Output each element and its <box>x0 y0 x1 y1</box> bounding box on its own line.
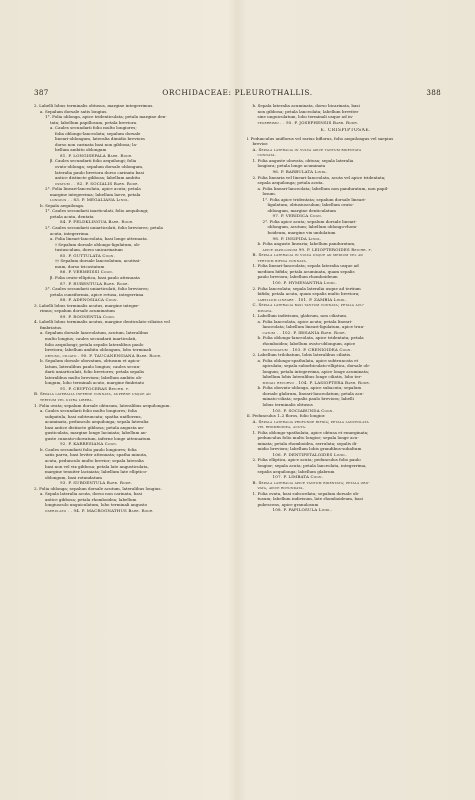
key-line: 2. Folia oblonga; sepalum dorsale acutum, lateralibus longius. <box>34 485 162 491</box>
key-line: a. Folia lineari-lanceolata; labellum non panduratum, non papil- <box>257 185 389 191</box>
key-line: pedunculus folio multo longior; sepala longe acu- <box>257 435 359 441</box>
key-line: breviora; labellum ambitu oblongum, lobo terminali <box>45 347 152 353</box>
key-line: 2°. Caules secundarii uniarticulati, folio breviores; petala <box>45 225 163 231</box>
key-line: 1°. Folia apice tridentata; sepalum dorsale lineari- <box>262 196 366 202</box>
key-line: basi non vel vix gibbosa; petala late angusticulata, <box>45 463 149 469</box>
key-line: 3. Labelli lobus terminalis acutus, margine integer- <box>34 302 140 308</box>
key-line: tertium bifida connata. <box>257 257 308 263</box>
key-line: connata. <box>257 152 276 158</box>
spacer <box>247 125 446 127</box>
key-line: satis parva, basi leviter attenuata; spatha minuta, <box>45 452 148 458</box>
key-line: longiusculo unguiculatum, lobo terminali angusto <box>45 502 148 508</box>
key-line: 1°. Caules secundarii inarticulati, folio aequilongi; <box>45 208 149 214</box>
key-line: mum, dorso tricostatum <box>55 263 105 269</box>
key-line: b. Sepalum dorsale obovatum, obtusum et apicu- <box>40 358 141 364</box>
key-line: II. Pedunculus 1–2 floros, folio longior. <box>246 413 326 419</box>
key-line: longior; sepala acuta; petala lanceolata, integerrima, <box>257 463 367 468</box>
key-line: catum . . 102. P. IBISANIA Barb. Rodr. <box>262 329 347 335</box>
key-line: a. Caules secundarii folio multo longiores; <box>50 125 137 131</box>
key-line: sine unguiculatum, lobo terminali usque ad in- <box>257 114 354 120</box>
key-line: b. Sepala aequilonga. <box>40 202 85 208</box>
key-line: losum. <box>262 191 277 197</box>
key-line: acuta, pedunculo multo brevior; sepala lateralia <box>45 458 144 463</box>
key-line: 92. P. KARRESIANA Cogn. <box>60 441 118 447</box>
key-line: a. Sepalum dorsale lanceolatum, acutum, lateralibus <box>40 330 149 336</box>
key-line: 1. Folia lineari-lanceolata; sepala lateralia usque ad <box>252 263 359 269</box>
key-line: minato-ciliata; sepalis paulo breviora; labelli <box>262 396 354 402</box>
key-line: 108. P. PAPILOSULA Lindl. <box>272 507 332 513</box>
key-line: 106. P. DENTIPETALOIDES Lindl. <box>272 451 347 457</box>
key-line: minata. <box>257 307 273 313</box>
key-line: 100. P. HYMENANTHA Lindl. <box>272 279 337 285</box>
key-line: petala cuneiformia, apice retusa, integerrima <box>50 291 144 297</box>
key-line: vel rhomboidea, acuta. <box>257 424 307 430</box>
key-line: a. Sepala lateralia acuta, dorso non carinata, basi <box>40 491 143 497</box>
key-line: labellum lobis lateralibus longe ciliatis, lobo ter- <box>262 374 362 380</box>
key-line: tertium vel ultra libera. <box>40 396 94 402</box>
key-line: b. Sepala lateralia acuminata, dorso bicarinata, basi <box>252 103 360 108</box>
key-line: 2. Labelli lobus terminalis obtusus, margine integerrimus. <box>34 103 154 108</box>
key-line: lineari-oblongum, lateralia dimidio breviora <box>55 136 145 142</box>
key-line: A. Sepala lateralia profunde bifida; petala lanceolata <box>252 418 369 424</box>
key-line: 97. P. VERIDICA Cogn. <box>272 213 323 219</box>
running-header <box>34 88 441 97</box>
right-column <box>247 103 446 513</box>
key-line: a. Folia lanceolata, apice acuta; petala lineari- <box>257 318 353 324</box>
key-line: I. Pedunculus uniflorus vel rarius biflorus, folio aequilongus vel saepius <box>246 135 394 141</box>
key-line: 2°. Folia apice acuta; sepalum dorsale lineari- <box>262 218 357 224</box>
key-line: tegerrimo . . 95. P. JOSEPHENSIS Barb. Rodr. <box>257 119 359 125</box>
key-line: 87. P. RUBENTULA Barb. Rodr. <box>60 280 129 286</box>
key-line: B. Sepala lateralia inferne connata, superne usque ad <box>34 391 151 397</box>
key-line: rimus; sepalum dorsale acuminatum <box>40 308 115 314</box>
key-line: β. Folia ovato-elliptica, basi paulo attenuata <box>50 274 140 280</box>
key-line: 1. Labellum indivisum, glabrum, non ciliatum. <box>252 313 348 319</box>
key-line: 1. Folia ovata, basi subcordata; sepalum dorsale ob- <box>252 490 360 496</box>
key-line: 81. P. LONGISEPALA Barb. Rodr. <box>60 152 133 158</box>
key-line: ovato-oblonga; sepalum dorsale oblongum, <box>55 164 144 170</box>
key-line: antice distincte gibbosa; labellum ambitu <box>55 175 140 181</box>
key-line: non gibbosa; petala lanceolata; labellum breviter <box>257 108 359 114</box>
key-line: β. Caules secundarii folio aequilongi; folia <box>50 158 137 164</box>
key-line: 98. P. INSIPIDA Lindl. <box>272 235 322 241</box>
key-line: apiculata; sepala suborbiculato-elliptica, dorsale ob- <box>262 363 370 369</box>
key-line: 1. Folia ovata; sepalum dorsale obtusum, lateralibus aequilongum. <box>34 402 171 408</box>
key-line: medium bifida; petala acuminata, quam sepalis <box>257 268 355 274</box>
key-line: multo longius; caules secundarii inarticulati, <box>45 335 137 341</box>
key-line: a. Folia lineari-lanceolata, basi longe attenuata. <box>50 236 148 242</box>
key-line: A. Sepala lateralia in vulva apice tantum bidentata <box>252 146 362 152</box>
running-title: ORCHIDACEAE: PLEUROTHALLIS. <box>162 88 313 97</box>
key-line: bellum ambitu oblongum <box>55 147 107 153</box>
key-line: tata; labellum papillosum, petala breviora. <box>50 119 138 125</box>
key-line: subpatula, basi subtruncata; spatha uniflorens, <box>45 413 142 419</box>
key-line: 2. Folia linearia vel lineari-lanceolata, acuta vel apice tridentata; <box>252 174 386 180</box>
key-line: dorso non carinata basi non gibbosa; la- <box>55 141 138 147</box>
key-line: oserulato . . 94. P. MACROGNATHUS Barb. Rodr. <box>45 507 154 513</box>
key-line: ligulatum, obtusiusculum; labellum ovato- <box>267 202 354 208</box>
key-line: C. Sepala lateralia basi tantum connata; petala acu- <box>252 302 365 308</box>
key-line: b. Caules secundarii folio paulo longiores; folia <box>40 446 137 452</box>
key-line: sepalis aequilonga; labellum glabrum <box>257 468 335 474</box>
key-line: lobus terminalis obtusus <box>262 401 313 407</box>
key-line: darii uniarticulati, folio breviores; petala sepalis <box>45 369 145 375</box>
key-line: oblongum, margine denticulatum <box>267 207 336 213</box>
key-line: lanceolata; labellum lineari-ligulatum, apice trun- <box>262 324 365 330</box>
key-line: gusticulata, margine longe laciniata; labellum an- <box>45 430 148 436</box>
key-line: dorsale glabrum, lineari-lanceolatum; petala acu- <box>262 390 364 396</box>
key-line: minali recurvo . 104. P. LASIOPTERA Barb. Rodr. <box>262 379 371 385</box>
key-line: latum, lateralibus paulo longius; caules secun- <box>45 363 141 369</box>
key-line: 4. Labelli lobus terminalis acutus, margine denticulato-ciliatus vel <box>34 319 170 325</box>
key-line: petala acuta, dentata <box>50 213 94 219</box>
key-line: longius . . 83. P. MEGALIANA Lindl. <box>50 197 130 203</box>
key-line: 2. Folia lanceolata; sepala lateralia usque ad tertium <box>252 285 361 291</box>
right-page-number: 388 <box>426 88 441 97</box>
key-line: a. Folia oblongo-spathulata, apice subtruncata et <box>257 357 359 363</box>
key-line: a. Caules secundarii folio multo longiores; folia <box>40 408 137 414</box>
key-line: acuta, integerrima. <box>50 230 90 236</box>
key-line: b. Folia obovato-oblonga, apice subacuta; sepalum <box>257 385 362 391</box>
key-line: acuminata, pedunculo aequilonga; sepala lateralia <box>45 419 149 425</box>
key-line: oblongum, acutum; labellum oblongo-rhom- <box>267 224 358 230</box>
key-line: midio breviora; labellum lobis grandibus-subaltum <box>257 446 362 452</box>
key-line: minata; petala rhomboidea, serrulata; sepalis di- <box>257 440 358 446</box>
key-line: longiora; petala longe acuminata <box>257 163 326 169</box>
key-line: †† Sepalum dorsale lanceolatum, acutissi- <box>55 258 141 264</box>
key-line: 88. P. ADENOSIACA Cogn. <box>60 297 119 303</box>
key-line: 89. P. ROGNENTIA Cogn. <box>60 313 116 319</box>
key-line: rotundatum . 103. P. CRENIOIDEA Cogn. <box>262 346 352 352</box>
key-line: fimbriatus. <box>40 324 63 330</box>
key-line: sepala aequilonga; petala acuta. <box>257 180 324 186</box>
key-line: longum; petala integerrima, apice longe acuminata; <box>262 368 370 374</box>
key-line: tusum; labellum indivisum, late rhomboideum, basi <box>257 496 363 502</box>
key-line: 1. Folia anguste obovata, obtusa; sepala lateralia <box>252 157 354 163</box>
section-heading: E. CRISPIPTOSAE. <box>320 128 371 134</box>
key-line: paulo breviora; labellum rhomboideum <box>257 274 338 280</box>
key-line: 107. P. LIMBATA Cogn. <box>272 474 324 480</box>
key-line: guste cuneato-obovatum, inferne longe attenuatum <box>45 435 151 441</box>
key-line: 2. Labellum trilobatum, lobis lateralibus ciliatis. <box>252 352 352 358</box>
key-line: 93. P. SUBDENTULA Barb. Rodr. <box>60 480 133 486</box>
key-line: b. Folia anguste linearia; labellum panduratum, <box>257 241 356 247</box>
key-line: 1. Folia oblongo-spathulata, apice obtusa et emarginata; <box>252 429 369 435</box>
left-page-number: 387 <box>34 88 49 97</box>
key-line: folia oblongo-lanceolata; sepalum dorsale <box>55 130 141 136</box>
key-line: margine tenuiter laciniata; labellum late elliptico- <box>45 469 148 475</box>
left-column <box>34 103 233 513</box>
key-line: B. Sepala lateralia apice tantum bidentata; petala obo- <box>252 479 370 485</box>
key-line: basi antice distincte gibbosa; petala angusta an- <box>45 424 145 430</box>
key-line: 85. P. GUTTULATA Cogn. <box>60 252 115 258</box>
key-line: 2°. Folia lineari-lanceolata, apice acuta; petala <box>45 186 141 192</box>
key-line: antice gibbosa; petala rhomboidea; labellum <box>45 496 137 502</box>
key-line: rhomboidea; labellum ovato-oblongum, apice <box>262 340 356 346</box>
key-line: 84. P. FELDKLINGUA Barb. Rodr. <box>60 219 134 225</box>
key-line: 91. P. CRYPTOCERAS Reichb. f. <box>60 385 130 391</box>
key-line: labellum lineare . 101. P. ZAMBIA Lindl. <box>257 296 347 302</box>
text-columns <box>34 103 445 513</box>
key-line: boideum, margine vix undulatum <box>267 230 336 236</box>
key-line: lateralibus multo breviora; labellum ambitu ob- <box>45 374 143 380</box>
key-line: margine integerrima; labellum laeve, petala <box>50 191 141 197</box>
key-line: obtuso, ciliato . 90. P. TAUCANENSIANA Barb. Rodr. <box>45 352 162 358</box>
key-line: tusiusculum, dorso unicarinatum <box>55 247 123 253</box>
key-line: † Sepalum dorsale oblongo-ligulatum, ob- <box>55 241 141 247</box>
key-line: brevior. <box>252 141 269 147</box>
key-line: 2. Folia elliptica, apice acuta; pedunculus folio paulo <box>252 457 361 463</box>
key-line: b. Folia oblongo-lanceolata, apice tridentata; petala <box>257 335 364 341</box>
key-line: 86. P. VERMEISSI Cogn. <box>60 269 114 275</box>
key-line: bifida; petala acuta, quam sepalis multo breviora; <box>257 291 360 297</box>
key-line: 96. P. BARBULATA Lindl. <box>272 169 328 175</box>
key-line: vata, apice rotundata. <box>257 485 305 491</box>
key-line: 1°. Folia oblonga, apice tridenticulata; petala margine den- <box>45 114 167 120</box>
key-line: 3°. Caules secundarii uniarticulati, folio breviores; <box>45 286 149 292</box>
key-line: B. Sepala lateralia in vulva usque ad medium vel ad <box>252 252 363 258</box>
key-line: ovatum . . 82. P. SOCIALIS Barb. Rodr. <box>55 180 139 186</box>
key-line: lateralia paulo breviora dorso carinata basi <box>55 169 144 175</box>
key-line: pubescens, apice granulosum <box>257 501 319 507</box>
key-line: 105. P. SOCIABUNDA Cogn. <box>272 407 334 413</box>
key-line: apice papillosum 99. P. LEIOPTEROIDES Reichb. f. <box>262 246 373 252</box>
key-line: a. Sepalum dorsale satis longius. <box>40 108 108 114</box>
key-line: longum, lobo terminali acuto, margine fimbriato <box>45 380 145 386</box>
key-line: oblongum, basi rotundatum <box>45 474 102 480</box>
key-line: folio aequilongi; petala sepalis lateralibus paulo <box>45 341 144 347</box>
